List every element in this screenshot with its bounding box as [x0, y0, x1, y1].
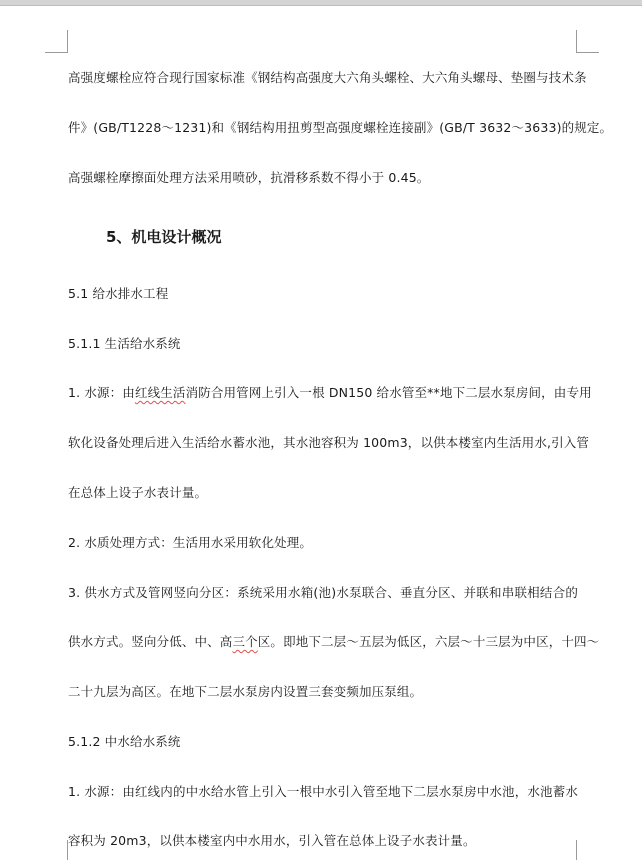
margin-mark-bottom-left: [45, 840, 68, 860]
text-run: 供水方式。竖向分低、中、高: [68, 634, 233, 649]
spellcheck-underlined-text[interactable]: 红线生活: [134, 385, 186, 400]
text-run: 区。即地下二层～五层为低区，六层～十三层为中区，十四～: [257, 634, 600, 649]
margin-mark-bottom-right: [576, 840, 599, 860]
margin-mark-top-right: [576, 30, 599, 53]
paragraph-line: 1. 水源：由红线内的中水给水管上引入一根中水引入管至地下二层水泵房中水池，水池蓄水: [68, 784, 578, 799]
paragraph-line: 二十九层为高区。在地下二层水泵房内设置三套变频加压泵组。: [68, 684, 423, 699]
text-run: 消防合用管网上引入一根 DN150 给水管至**地下二层水泵房间，由专用: [185, 385, 592, 400]
subsection-title: 5.1.1 生活给水系统: [68, 336, 181, 351]
paragraph-line: 软化设备处理后进入生活给水蓄水池，其水池容积为 100m3，以供本楼室内生活用水,引入管: [68, 435, 590, 450]
window-top-border: [0, 0, 642, 6]
paragraph-line: 2. 水质处理方式：生活用水采用软化处理。: [68, 535, 313, 550]
subsection-title: 5.1 给水排水工程: [68, 286, 169, 301]
subsection-title: 5.1.2 中水给水系统: [68, 734, 181, 749]
paragraph-line: 3. 供水方式及管网竖向分区：系统采用水箱(池)水泵联合、垂直分区、并联和串联相结合的: [68, 585, 578, 600]
paragraph-line: [68, 634, 600, 650]
paragraph-line: 高强螺栓摩擦面处理方法采用喷砂，抗滑移系数不得小于 0.45。: [68, 170, 430, 185]
text-run: 1. 水源：由: [68, 385, 135, 400]
spellcheck-underlined-text[interactable]: 三个: [232, 634, 258, 649]
paragraph-line: [68, 385, 592, 401]
paragraph-line: 件》(GB/T1228～1231)和《钢结构用扭剪型高强度螺栓连接副》(GB/T 3632～3633)的规定。: [68, 120, 613, 135]
paragraph-line: 高强度螺栓应符合现行国家标准《钢结构高强度大六角头螺栓、大六角头螺母、垫圈与技术条: [68, 70, 587, 85]
section-heading: 5、机电设计概况: [106, 228, 222, 246]
paragraph-line: 在总体上设子水表计量。: [68, 485, 208, 500]
margin-mark-top-left: [45, 30, 68, 53]
paragraph-line: 容积为 20m3，以供本楼室内中水用水，引入管在总体上设子水表计量。: [68, 833, 476, 848]
